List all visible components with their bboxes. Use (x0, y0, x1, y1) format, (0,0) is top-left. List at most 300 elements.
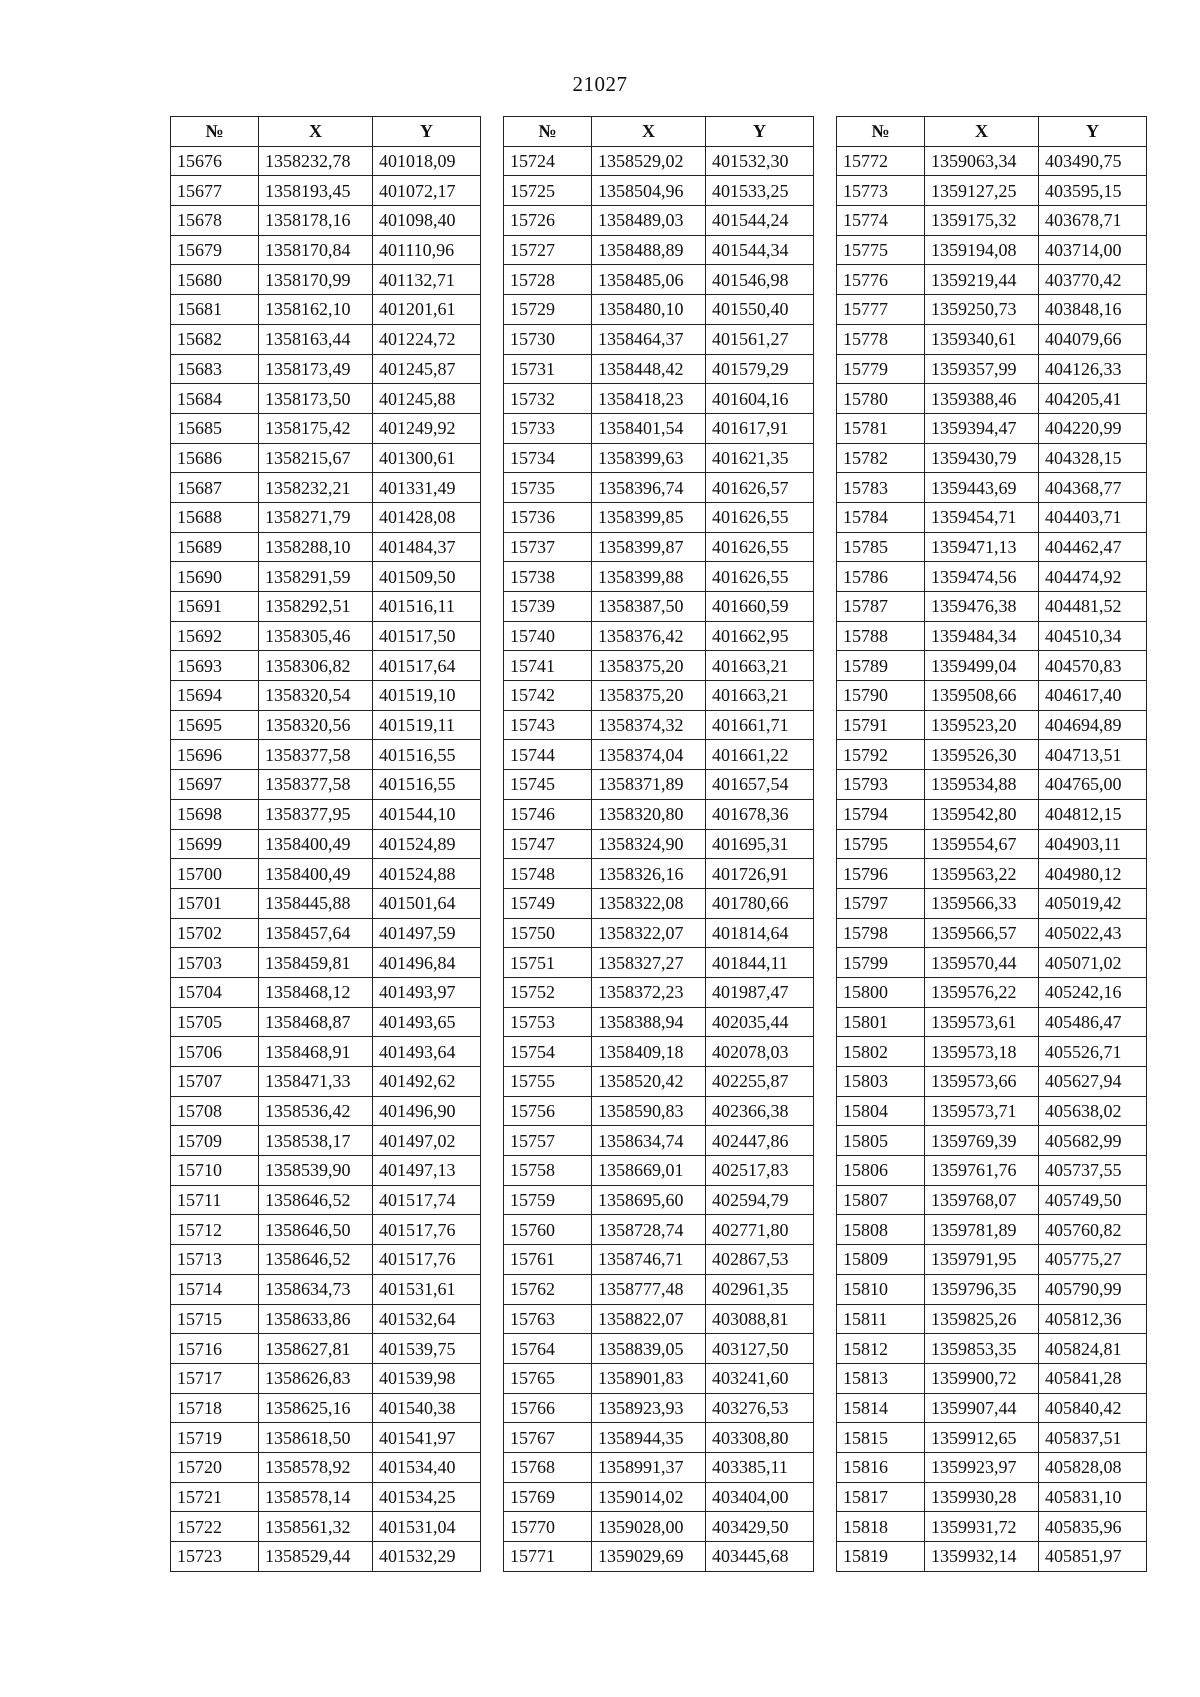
x-coordinate-cell: 1358626,83 (259, 1363, 373, 1393)
point-number-cell: 15814 (837, 1393, 925, 1423)
x-coordinate-cell: 1358633,86 (259, 1304, 373, 1334)
x-coordinate-cell: 1358388,94 (592, 1007, 706, 1037)
point-number-cell: 15716 (171, 1334, 259, 1364)
x-coordinate-cell: 1359930,28 (925, 1482, 1039, 1512)
point-number-cell: 15677 (171, 176, 259, 206)
point-number-cell: 15715 (171, 1304, 259, 1334)
point-number-cell: 15771 (504, 1542, 592, 1572)
y-coordinate-cell: 404617,40 (1039, 681, 1147, 711)
point-number-cell: 15726 (504, 206, 592, 236)
y-coordinate-cell: 401493,64 (373, 1037, 481, 1067)
x-coordinate-cell: 1358322,08 (592, 888, 706, 918)
table-row (504, 1542, 814, 1572)
x-coordinate-cell: 1358489,03 (592, 206, 706, 236)
x-coordinate-cell: 1359394,47 (925, 413, 1039, 443)
table-row (837, 295, 1147, 325)
x-coordinate-cell: 1358400,49 (259, 829, 373, 859)
x-coordinate-cell: 1358646,52 (259, 1185, 373, 1215)
table-row (504, 621, 814, 651)
point-number-cell: 15731 (504, 354, 592, 384)
y-coordinate-cell: 401428,08 (373, 502, 481, 532)
x-coordinate-cell: 1359781,89 (925, 1215, 1039, 1245)
y-coordinate-cell: 404570,83 (1039, 651, 1147, 681)
point-number-cell: 15696 (171, 740, 259, 770)
y-coordinate-cell: 404713,51 (1039, 740, 1147, 770)
x-coordinate-cell: 1358288,10 (259, 532, 373, 562)
y-coordinate-cell: 405526,71 (1039, 1037, 1147, 1067)
table-row (504, 592, 814, 622)
y-coordinate-cell: 404980,12 (1039, 859, 1147, 889)
y-coordinate-cell: 401533,25 (706, 176, 814, 206)
x-coordinate-cell: 1358839,05 (592, 1334, 706, 1364)
point-number-cell: 15778 (837, 324, 925, 354)
y-coordinate-cell: 404765,00 (1039, 770, 1147, 800)
x-coordinate-cell: 1359931,72 (925, 1512, 1039, 1542)
x-coordinate-cell: 1358396,74 (592, 473, 706, 503)
y-coordinate-cell: 404510,34 (1039, 621, 1147, 651)
y-coordinate-cell: 404903,11 (1039, 829, 1147, 859)
x-coordinate-cell: 1358944,35 (592, 1423, 706, 1453)
point-number-cell: 15784 (837, 502, 925, 532)
x-coordinate-cell: 1358578,14 (259, 1482, 373, 1512)
x-coordinate-cell: 1358923,93 (592, 1393, 706, 1423)
table-row (837, 354, 1147, 384)
x-coordinate-cell: 1359443,69 (925, 473, 1039, 503)
y-coordinate-cell: 405851,97 (1039, 1542, 1147, 1572)
x-coordinate-cell: 1358215,67 (259, 443, 373, 473)
point-number-cell: 15739 (504, 592, 592, 622)
y-coordinate-cell: 401300,61 (373, 443, 481, 473)
y-coordinate-cell: 401072,17 (373, 176, 481, 206)
table-header-row (837, 117, 1147, 147)
table-row (171, 384, 481, 414)
y-coordinate-cell: 405812,36 (1039, 1304, 1147, 1334)
x-coordinate-cell: 1358468,12 (259, 977, 373, 1007)
point-number-cell: 15693 (171, 651, 259, 681)
x-coordinate-cell: 1358377,58 (259, 770, 373, 800)
table-row (837, 1482, 1147, 1512)
x-coordinate-cell: 1359825,26 (925, 1304, 1039, 1334)
table-row (837, 1512, 1147, 1542)
y-coordinate-cell: 401516,11 (373, 592, 481, 622)
y-coordinate-cell: 401532,30 (706, 146, 814, 176)
y-coordinate-cell: 401661,71 (706, 710, 814, 740)
y-coordinate-cell: 403770,42 (1039, 265, 1147, 295)
point-number-cell: 15742 (504, 681, 592, 711)
x-coordinate-cell: 1358324,90 (592, 829, 706, 859)
x-coordinate-cell: 1358400,49 (259, 859, 373, 889)
table-row (837, 206, 1147, 236)
y-coordinate-cell: 401524,88 (373, 859, 481, 889)
table-row (171, 1304, 481, 1334)
y-coordinate-cell: 405022,43 (1039, 918, 1147, 948)
x-coordinate-cell: 1359566,33 (925, 888, 1039, 918)
x-coordinate-cell: 1358822,07 (592, 1304, 706, 1334)
x-coordinate-cell: 1359912,65 (925, 1423, 1039, 1453)
table-row (504, 1185, 814, 1215)
point-number-cell: 15791 (837, 710, 925, 740)
point-number-cell: 15719 (171, 1423, 259, 1453)
table-row (171, 977, 481, 1007)
point-number-cell: 15681 (171, 295, 259, 325)
point-number-cell: 15772 (837, 146, 925, 176)
x-coordinate-cell: 1359523,20 (925, 710, 1039, 740)
table-row (837, 176, 1147, 206)
point-number-cell: 15773 (837, 176, 925, 206)
x-coordinate-cell: 1359566,57 (925, 918, 1039, 948)
x-coordinate-cell: 1358457,64 (259, 918, 373, 948)
point-number-cell: 15736 (504, 502, 592, 532)
point-number-cell: 15730 (504, 324, 592, 354)
table-row (837, 948, 1147, 978)
x-coordinate-cell: 1359175,32 (925, 206, 1039, 236)
x-coordinate-cell: 1359219,44 (925, 265, 1039, 295)
point-number-cell: 15713 (171, 1245, 259, 1275)
x-coordinate-cell: 1359474,56 (925, 562, 1039, 592)
table-row (837, 1334, 1147, 1364)
y-coordinate-cell: 401493,65 (373, 1007, 481, 1037)
point-number-cell: 15741 (504, 651, 592, 681)
x-coordinate-cell: 1359768,07 (925, 1185, 1039, 1215)
x-coordinate-cell: 1359907,44 (925, 1393, 1039, 1423)
y-coordinate-cell: 402078,03 (706, 1037, 814, 1067)
y-coordinate-cell: 401516,55 (373, 740, 481, 770)
point-number-cell: 15757 (504, 1126, 592, 1156)
table-row (837, 1245, 1147, 1275)
point-number-cell: 15689 (171, 532, 259, 562)
y-coordinate-cell: 401987,47 (706, 977, 814, 1007)
y-coordinate-cell: 402447,86 (706, 1126, 814, 1156)
y-coordinate-cell: 403678,71 (1039, 206, 1147, 236)
table-row (171, 770, 481, 800)
x-coordinate-cell: 1358590,83 (592, 1096, 706, 1126)
point-number-cell: 15747 (504, 829, 592, 859)
x-coordinate-cell: 1359028,00 (592, 1512, 706, 1542)
table-row (504, 651, 814, 681)
point-number-cell: 15729 (504, 295, 592, 325)
x-coordinate-cell: 1358539,90 (259, 1156, 373, 1186)
table-row (171, 1185, 481, 1215)
point-number-cell: 15808 (837, 1215, 925, 1245)
table-row (171, 740, 481, 770)
y-coordinate-cell: 404694,89 (1039, 710, 1147, 740)
point-number-cell: 15709 (171, 1126, 259, 1156)
x-coordinate-cell: 1358695,60 (592, 1185, 706, 1215)
table-row (171, 1274, 481, 1304)
x-coordinate-cell: 1358464,37 (592, 324, 706, 354)
y-coordinate-cell: 401780,66 (706, 888, 814, 918)
table-row (837, 562, 1147, 592)
x-coordinate-cell: 1359853,35 (925, 1334, 1039, 1364)
y-coordinate-cell: 405775,27 (1039, 1245, 1147, 1275)
x-coordinate-cell: 1359769,39 (925, 1126, 1039, 1156)
y-coordinate-cell: 401492,62 (373, 1067, 481, 1097)
point-number-cell: 15779 (837, 354, 925, 384)
x-coordinate-cell: 1358232,78 (259, 146, 373, 176)
y-coordinate-cell: 405835,96 (1039, 1512, 1147, 1542)
table-row (504, 1274, 814, 1304)
x-coordinate-cell: 1358728,74 (592, 1215, 706, 1245)
table-row (837, 1363, 1147, 1393)
point-number-cell: 15792 (837, 740, 925, 770)
y-coordinate-cell: 405071,02 (1039, 948, 1147, 978)
x-coordinate-cell: 1359900,72 (925, 1363, 1039, 1393)
point-number-cell: 15760 (504, 1215, 592, 1245)
table-row (171, 354, 481, 384)
y-coordinate-cell: 401517,74 (373, 1185, 481, 1215)
point-number-cell: 15759 (504, 1185, 592, 1215)
y-coordinate-cell: 403595,15 (1039, 176, 1147, 206)
point-number-cell: 15811 (837, 1304, 925, 1334)
y-coordinate-cell: 401532,29 (373, 1542, 481, 1572)
y-coordinate-cell: 404368,77 (1039, 473, 1147, 503)
table-row (171, 1423, 481, 1453)
point-number-cell: 15737 (504, 532, 592, 562)
table-row (504, 681, 814, 711)
y-coordinate-cell: 401544,10 (373, 799, 481, 829)
point-number-cell: 15795 (837, 829, 925, 859)
point-number-cell: 15676 (171, 146, 259, 176)
point-number-cell: 15793 (837, 770, 925, 800)
table-row (837, 681, 1147, 711)
point-number-cell: 15809 (837, 1245, 925, 1275)
y-coordinate-cell: 401531,04 (373, 1512, 481, 1542)
x-coordinate-cell: 1359508,66 (925, 681, 1039, 711)
y-coordinate-cell: 401534,25 (373, 1482, 481, 1512)
table-row (171, 948, 481, 978)
x-coordinate-cell: 1358627,81 (259, 1334, 373, 1364)
table-row (837, 1007, 1147, 1037)
table-row (171, 621, 481, 651)
point-number-cell: 15790 (837, 681, 925, 711)
x-coordinate-cell: 1359499,04 (925, 651, 1039, 681)
table-row (171, 206, 481, 236)
point-number-cell: 15764 (504, 1334, 592, 1364)
point-number-cell: 15702 (171, 918, 259, 948)
x-coordinate-cell: 1359761,76 (925, 1156, 1039, 1186)
table-row (171, 918, 481, 948)
y-coordinate-cell: 401519,11 (373, 710, 481, 740)
point-number-cell: 15799 (837, 948, 925, 978)
point-number-cell: 15774 (837, 206, 925, 236)
y-coordinate-cell: 405760,82 (1039, 1215, 1147, 1245)
coordinates-table-2 (503, 116, 814, 1572)
y-coordinate-cell: 404474,92 (1039, 562, 1147, 592)
y-coordinate-cell: 403241,60 (706, 1363, 814, 1393)
x-coordinate-cell: 1358409,18 (592, 1037, 706, 1067)
x-coordinate-cell: 1358578,92 (259, 1452, 373, 1482)
point-number-cell: 15765 (504, 1363, 592, 1393)
x-coordinate-cell: 1359534,88 (925, 770, 1039, 800)
y-coordinate-cell: 401544,34 (706, 235, 814, 265)
table-row (504, 1512, 814, 1542)
table-row (171, 532, 481, 562)
x-coordinate-cell: 1358504,96 (592, 176, 706, 206)
point-number-cell: 15685 (171, 413, 259, 443)
point-number-cell: 15692 (171, 621, 259, 651)
y-coordinate-cell: 401678,36 (706, 799, 814, 829)
y-coordinate-cell: 402255,87 (706, 1067, 814, 1097)
point-number-cell: 15781 (837, 413, 925, 443)
table-row (837, 740, 1147, 770)
table-row (504, 770, 814, 800)
table-row (171, 146, 481, 176)
x-coordinate-cell: 1359484,34 (925, 621, 1039, 651)
y-coordinate-cell: 401663,21 (706, 681, 814, 711)
y-coordinate-cell: 401496,84 (373, 948, 481, 978)
table-row (837, 1037, 1147, 1067)
x-coordinate-cell: 1359573,61 (925, 1007, 1039, 1037)
x-coordinate-cell: 1358170,99 (259, 265, 373, 295)
point-number-cell: 15804 (837, 1096, 925, 1126)
point-number-cell: 15763 (504, 1304, 592, 1334)
table-row (504, 1067, 814, 1097)
table-header-row (171, 117, 481, 147)
point-number-cell: 15782 (837, 443, 925, 473)
table-row (837, 502, 1147, 532)
table-row (504, 977, 814, 1007)
y-coordinate-cell: 405682,99 (1039, 1126, 1147, 1156)
y-coordinate-cell: 405486,47 (1039, 1007, 1147, 1037)
y-coordinate-cell: 405737,55 (1039, 1156, 1147, 1186)
y-coordinate-cell: 403088,81 (706, 1304, 814, 1334)
table-row (837, 1185, 1147, 1215)
table-row (837, 532, 1147, 562)
y-coordinate-cell: 401550,40 (706, 295, 814, 325)
table-row (171, 1542, 481, 1572)
x-coordinate-cell: 1358175,42 (259, 413, 373, 443)
point-number-cell: 15818 (837, 1512, 925, 1542)
point-number-cell: 15724 (504, 146, 592, 176)
point-number-cell: 15703 (171, 948, 259, 978)
y-coordinate-cell: 401662,95 (706, 621, 814, 651)
x-coordinate-cell: 1358374,04 (592, 740, 706, 770)
y-coordinate-cell: 402517,83 (706, 1156, 814, 1186)
point-number-cell: 15802 (837, 1037, 925, 1067)
y-coordinate-cell: 405837,51 (1039, 1423, 1147, 1453)
table-row (171, 235, 481, 265)
table-row (504, 146, 814, 176)
y-coordinate-cell: 403276,53 (706, 1393, 814, 1423)
y-coordinate-cell: 405828,08 (1039, 1452, 1147, 1482)
y-coordinate-cell: 405627,94 (1039, 1067, 1147, 1097)
x-coordinate-cell: 1358232,21 (259, 473, 373, 503)
x-coordinate-cell: 1359194,08 (925, 235, 1039, 265)
point-number-cell: 15777 (837, 295, 925, 325)
table-row (837, 710, 1147, 740)
x-coordinate-cell: 1358529,44 (259, 1542, 373, 1572)
header-x: X (259, 117, 373, 147)
table-row (171, 1007, 481, 1037)
point-number-cell: 15748 (504, 859, 592, 889)
table-row (837, 1304, 1147, 1334)
table-row (837, 1156, 1147, 1186)
coordinates-table-3 (836, 116, 1147, 1572)
coordinates-table-1 (170, 116, 481, 1572)
point-number-cell: 15699 (171, 829, 259, 859)
point-number-cell: 15806 (837, 1156, 925, 1186)
point-number-cell: 15727 (504, 235, 592, 265)
x-coordinate-cell: 1358520,42 (592, 1067, 706, 1097)
table-row (504, 1423, 814, 1453)
table-row (504, 1245, 814, 1275)
y-coordinate-cell: 401539,98 (373, 1363, 481, 1393)
x-coordinate-cell: 1358488,89 (592, 235, 706, 265)
point-number-cell: 15686 (171, 443, 259, 473)
y-coordinate-cell: 401132,71 (373, 265, 481, 295)
table-row (837, 1096, 1147, 1126)
x-coordinate-cell: 1358561,32 (259, 1512, 373, 1542)
table-row (837, 1126, 1147, 1156)
point-number-cell: 15728 (504, 265, 592, 295)
point-number-cell: 15775 (837, 235, 925, 265)
point-number-cell: 15798 (837, 918, 925, 948)
point-number-cell: 15787 (837, 592, 925, 622)
x-coordinate-cell: 1359454,71 (925, 502, 1039, 532)
y-coordinate-cell: 404462,47 (1039, 532, 1147, 562)
point-number-cell: 15752 (504, 977, 592, 1007)
table-row (171, 176, 481, 206)
y-coordinate-cell: 401621,35 (706, 443, 814, 473)
point-number-cell: 15776 (837, 265, 925, 295)
y-coordinate-cell: 401524,89 (373, 829, 481, 859)
y-coordinate-cell: 401018,09 (373, 146, 481, 176)
x-coordinate-cell: 1359063,34 (925, 146, 1039, 176)
table-row (504, 473, 814, 503)
point-number-cell: 15704 (171, 977, 259, 1007)
table-row (504, 829, 814, 859)
x-coordinate-cell: 1358271,79 (259, 502, 373, 532)
table-row (837, 1067, 1147, 1097)
x-coordinate-cell: 1358991,37 (592, 1452, 706, 1482)
table-row (504, 206, 814, 236)
table-row (504, 710, 814, 740)
point-number-cell: 15740 (504, 621, 592, 651)
table-row (504, 1007, 814, 1037)
y-coordinate-cell: 402035,44 (706, 1007, 814, 1037)
table-row (504, 1156, 814, 1186)
x-coordinate-cell: 1358459,81 (259, 948, 373, 978)
x-coordinate-cell: 1358746,71 (592, 1245, 706, 1275)
table-row (504, 799, 814, 829)
table-row (171, 1393, 481, 1423)
header-number: № (171, 117, 259, 147)
y-coordinate-cell: 405831,10 (1039, 1482, 1147, 1512)
y-coordinate-cell: 403385,11 (706, 1452, 814, 1482)
table-row (171, 324, 481, 354)
table-row (504, 740, 814, 770)
x-coordinate-cell: 1358327,27 (592, 948, 706, 978)
point-number-cell: 15733 (504, 413, 592, 443)
header-y: Y (706, 117, 814, 147)
x-coordinate-cell: 1358163,44 (259, 324, 373, 354)
y-coordinate-cell: 401726,91 (706, 859, 814, 889)
table-row (837, 592, 1147, 622)
point-number-cell: 15701 (171, 888, 259, 918)
table-row (171, 681, 481, 711)
point-number-cell: 15803 (837, 1067, 925, 1097)
x-coordinate-cell: 1358170,84 (259, 235, 373, 265)
x-coordinate-cell: 1359388,46 (925, 384, 1039, 414)
table-row (504, 859, 814, 889)
table-row (171, 1334, 481, 1364)
x-coordinate-cell: 1358162,10 (259, 295, 373, 325)
x-coordinate-cell: 1358376,42 (592, 621, 706, 651)
table-row (504, 1215, 814, 1245)
point-number-cell: 15805 (837, 1126, 925, 1156)
point-number-cell: 15738 (504, 562, 592, 592)
table-row (504, 948, 814, 978)
